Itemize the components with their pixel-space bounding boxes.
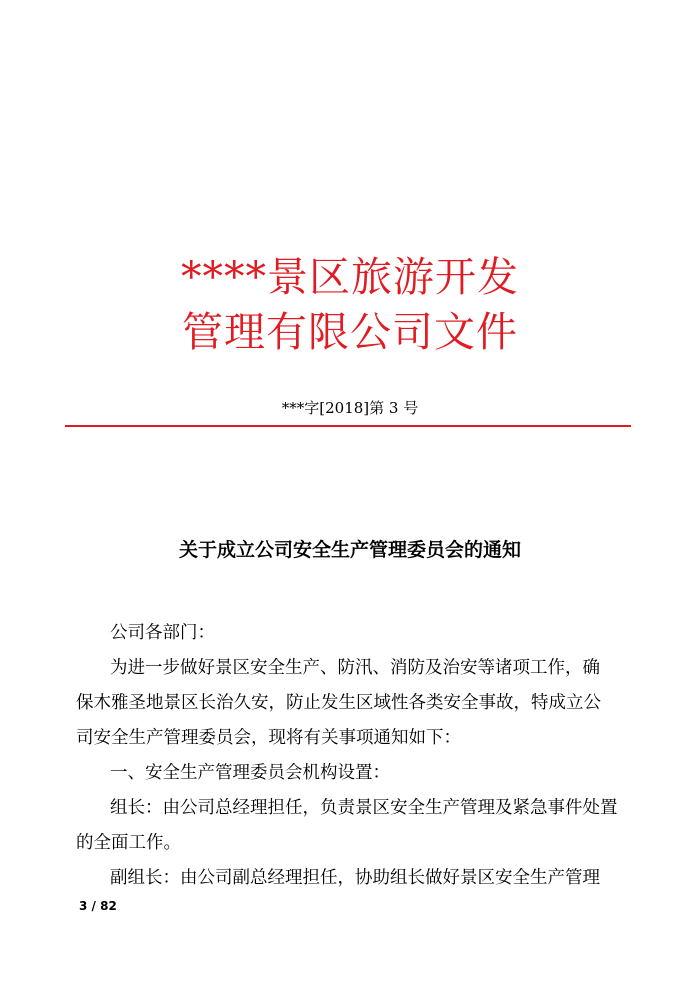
header-divider bbox=[65, 425, 631, 427]
leader-paragraph-line-1: 组长：由公司总经理担任，负责景区安全生产管理及紧急事件处置 bbox=[110, 798, 618, 818]
leader-paragraph-line-2: 的全面工作。 bbox=[76, 833, 181, 853]
document-header-line1: ****景区旅游开发 bbox=[181, 253, 519, 301]
paragraph-1-line-1: 为进一步做好景区安全生产、防汛、消防及治安等诸项工作，确 bbox=[110, 658, 600, 678]
deputy-paragraph-line-1: 副组长：由公司副总经理担任，协助组长做好景区安全生产管理 bbox=[110, 868, 600, 888]
salutation: 公司各部门： bbox=[110, 623, 215, 643]
paragraph-1-line-2: 保木雅圣地景区长治久安，防止发生区域性各类安全事故，特成立公 bbox=[76, 693, 601, 713]
page-indicator: 3 / 82 bbox=[79, 899, 117, 913]
paragraph-1-line-3: 司安全生产管理委员会，现将有关事项通知如下： bbox=[76, 728, 461, 748]
document-header-line2: 管理有限公司文件 bbox=[182, 308, 518, 356]
section-heading-1: 一、安全生产管理委员会机构设置： bbox=[110, 763, 390, 783]
notice-title: 关于成立公司安全生产管理委员会的通知 bbox=[178, 539, 521, 561]
document-number: ***字[2018]第 3 号 bbox=[281, 399, 419, 417]
document-body bbox=[76, 616, 622, 896]
